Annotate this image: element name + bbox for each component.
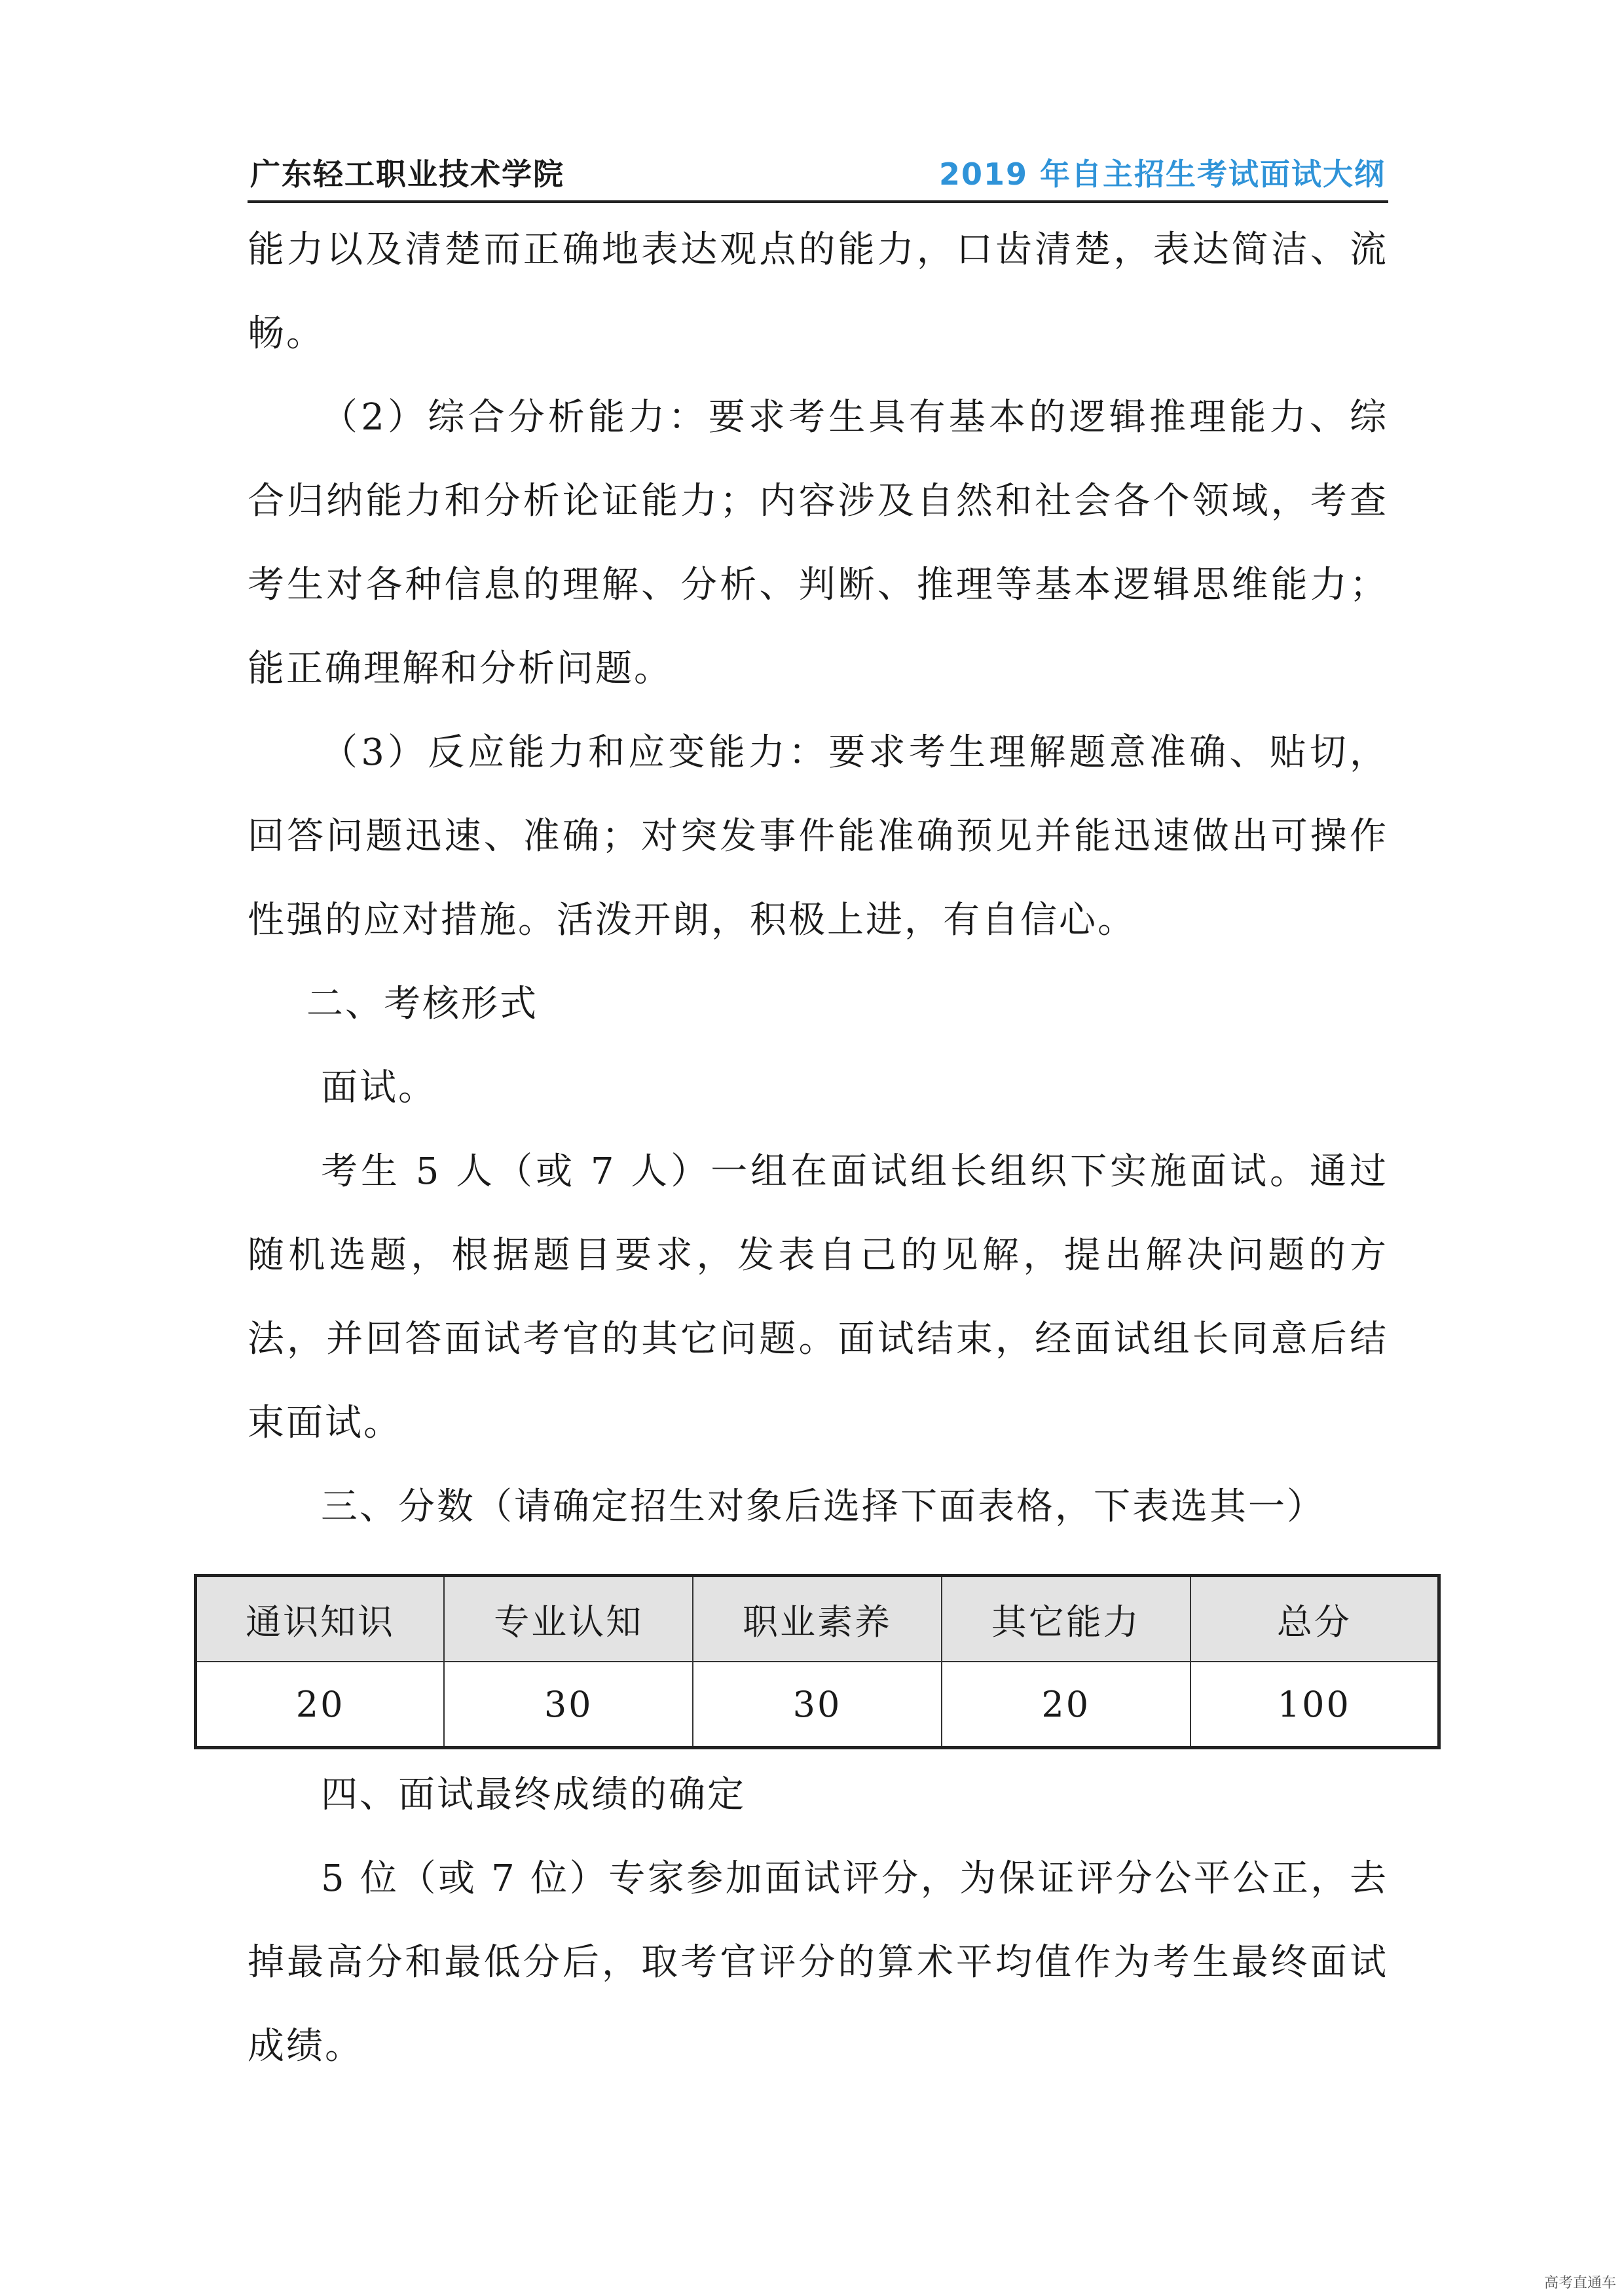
table-header-cell: 职业素养 (693, 1576, 942, 1662)
paragraph-final-score-rule: 5 位（或 7 位）专家参加面试评分，为保证评分公平公正，去掉最高分和最低分后，取考官评分的算术平均值作为考生最终面试成绩。 (248, 1857, 1388, 2068)
table-header-row (196, 1576, 1439, 1662)
page-header (248, 143, 1388, 203)
table-cell: 100 (1190, 1662, 1439, 1748)
paragraph-interview-process: 考生 5 人（或 7 人）一组在面试组长组织下实施面试。通过随机选题，根据题目要求，发表自己的见解，提出解决问题的方法，并回答面试考官的其它问题。面试结束，经面试组长同意后结束面试。 (248, 1150, 1388, 1444)
table-cell: 20 (942, 1662, 1190, 1748)
paragraph-analysis-ability: （2）综合分析能力：要求考生具有基本的逻辑推理能力、综合归纳能力和分析论证能力；内容涉及自然和社会各个领域，考查考生对各种信息的理解、分析、判断、推理等基本逻辑思维能力；能正确理解和分析问题。 (248, 396, 1388, 690)
score-table-container (194, 1574, 1441, 1749)
paragraph-ability-continued: 能力以及清楚而正确地表达观点的能力，口齿清楚，表达简洁、流畅。 (248, 228, 1388, 355)
table-header-cell: 通识知识 (196, 1576, 445, 1662)
score-table (194, 1574, 1441, 1749)
heading-assessment-form: 二、考核形式 (306, 983, 538, 1025)
heading-scores: 三、分数（请确定招生对象后选择下面表格，下表选其一） (321, 1485, 1325, 1528)
paragraph-reaction-ability: （3）反应能力和应变能力：要求考生理解题意准确、贴切，回答问题迅速、准确；对突发事件能准确预见并能迅速做出可操作性强的应对措施。活泼开朗，积极上进，有自信心。 (248, 731, 1388, 941)
table-cell: 20 (196, 1662, 445, 1748)
table-header-cell: 专业认知 (444, 1576, 693, 1662)
body-section-2 (248, 1753, 1388, 2088)
paragraph-interview: 面试。 (321, 1066, 437, 1109)
table-cell: 30 (693, 1662, 942, 1748)
school-name: 广东轻工职业技术学院 (250, 156, 564, 192)
table-row (196, 1662, 1439, 1748)
table-header-cell: 其它能力 (942, 1576, 1190, 1662)
table-header-cell: 总分 (1190, 1576, 1439, 1662)
body-section-1 (248, 208, 1388, 1549)
document-title: 2019 年自主招生考试面试大纲 (938, 156, 1386, 192)
heading-final-score: 四、面试最终成绩的确定 (321, 1774, 746, 1816)
table-cell: 30 (444, 1662, 693, 1748)
watermark-text: 高考直通车 (1543, 2275, 1616, 2291)
